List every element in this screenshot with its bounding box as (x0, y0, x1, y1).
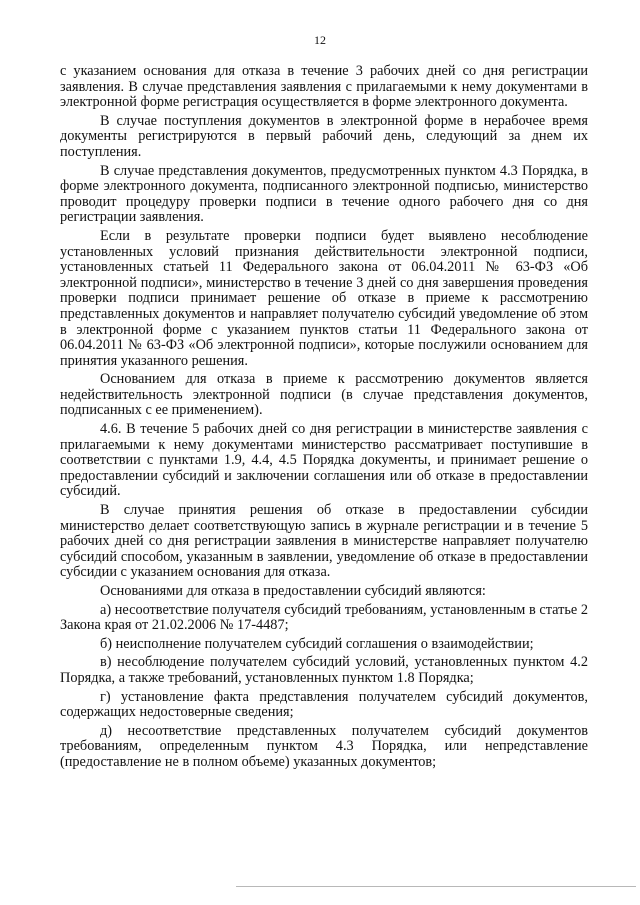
paragraph-section-4-6: 4.6. В течение 5 рабочих дней со дня регистрации в министерстве заявления с прилагаемыми к нему документами министерство рассматривает поступившие в соответствии с пунктами 1.9, 4.4, 4.5 Порядка документы, и принимает решение о предоставлении субсидий и заключении соглашения или об отказе в предоставлении субсидий. (60, 421, 588, 500)
paragraph-continuation: с указанием основания для отказа в течение 3 рабочих дней со дня регистрации заявления. В случае представления заявления с прилагаемыми к нему документами в электронной форме регистрация осуществляется в форме электронного документа. (60, 63, 588, 111)
paragraph-refusal-grounds-intro: Основаниями для отказа в предоставлении субсидий являются: (100, 583, 486, 599)
paragraph-nonworking-time: В случае поступления документов в электронной форме в нерабочее время документы регистрируются в первый рабочий день, следующий за днем их поступления. (60, 112, 588, 160)
list-item-g: г) установление факта представления получателем субсидий документов, содержащих недостоверные сведения; (60, 688, 588, 721)
scan-edge-line (236, 886, 636, 887)
list-item-d: д) несоответствие представленных получателем субсидий документов требованиям, определенным пунктом 4.3 Порядка, или непредставление (предоставление не в полном объеме) указанных документов; (60, 722, 588, 770)
paragraph-refusal-basis: Основанием для отказа в приеме к рассмотрению документов является недействительность электронной подписи (в случае представления документов, подписанных с ее применением). (60, 371, 588, 419)
paragraph-signature-invalid: Если в результате проверки подписи будет выявлено несоблюдение установленных условий признания действительности электронной подписи, установленных статьей 11 Федерального закона от 06.04.2011 № 63-ФЗ «Об электронной подписи», министерство в течение 3 дней со дня завершения проведения проверки подписи принимает решение об отказе в приеме к рассмотрению представленных документов и направляет получателю субсидий уведомление об этом в электронной форме с указанием пунктов статьи 11 Федерального закона от 06.04.2011 № 63-ФЗ «Об электронной подписи», которые послужили основанием для принятия указанного решения. (60, 227, 588, 369)
document-body (60, 64, 588, 774)
page-number: 12 (314, 33, 326, 47)
list-item-b: б) неисполнение получателем субсидий соглашения о взаимодействии; (100, 635, 534, 652)
paragraph-signature-check: В случае представления документов, предусмотренных пунктом 4.3 Порядка, в форме электронного документа, подписанного электронной подписью, министерство проводит процедуру проверки подписи в течение одного рабочего дня со дня регистрации заявления. (60, 162, 588, 226)
list-item-a: а) несоответствие получателя субсидий требованиям, установленным в статье 2 Закона края от 21.02.2006 № 17-4487; (60, 601, 588, 634)
list-item-v: в) несоблюдение получателем субсидий условий, установленных пунктом 4.2 Порядка, а также требований, установленных пунктом 1.8 Порядка; (60, 654, 588, 686)
paragraph-refusal-notice: В случае принятия решения об отказе в предоставлении субсидии министерство делает соответствующую запись в журнале регистрации и в течение 5 рабочих дней со дня регистрации заявления в министерстве направляет получателю субсидий способом, указанным в заявлении, уведомление об отказе в предоставлении субсидии с указанием основания для отказа. (60, 502, 588, 581)
